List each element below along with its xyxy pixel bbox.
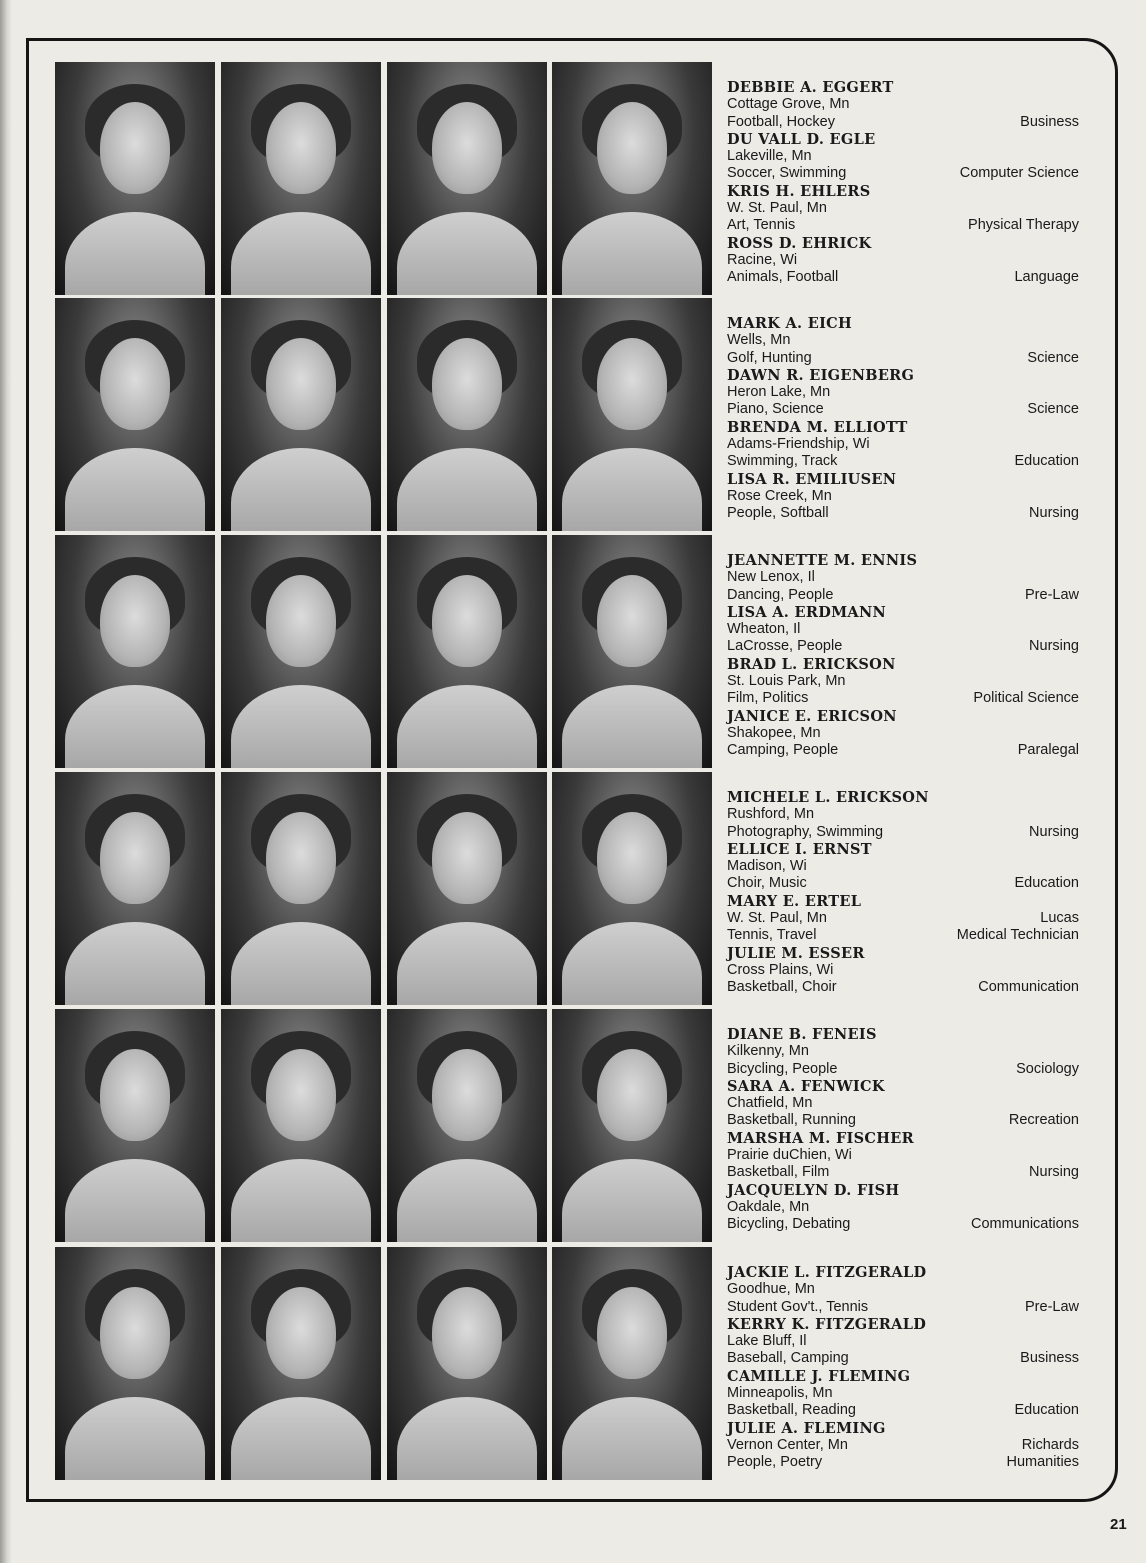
student-hometown: Racine, Wi (727, 251, 798, 268)
student-hometown: Madison, Wi (727, 858, 807, 875)
page-binding-edge (0, 0, 12, 1563)
student-interests: Choir, Music (727, 875, 807, 892)
student-portrait-photo (552, 535, 712, 768)
student-major (1006, 1437, 1079, 1472)
student-major: Nursing (1029, 1164, 1079, 1181)
student-hometown: Wells, Mn (727, 332, 791, 349)
student-hometown: W. St. Paul, Mn (727, 200, 827, 217)
student-portrait-photo (221, 535, 381, 768)
student-interests: Art, Tennis (727, 217, 796, 234)
portrait-shoulders-shape (562, 1159, 702, 1242)
student-name: MICHELE L. ERICKSON (727, 789, 929, 806)
student-entry (727, 708, 1079, 760)
student-major: Education (1014, 453, 1079, 470)
student-interests: Student Gov't., Tennis (727, 1298, 869, 1315)
student-name: JACKIE L. FITZGERALD (727, 1264, 927, 1281)
student-hometown: Lakeville, Mn (727, 148, 812, 165)
student-row (55, 1009, 1095, 1242)
student-hometown: Vernon Center, Mn (727, 1436, 848, 1453)
portrait-face-shape (100, 338, 170, 430)
portrait-face-shape (597, 1049, 667, 1141)
student-entry (727, 893, 1079, 945)
student-name: DIANE B. FENEIS (727, 1026, 877, 1043)
portrait-face-shape (597, 338, 667, 430)
student-name: ROSS D. EHRICK (727, 234, 872, 252)
portrait-face-shape (432, 1049, 502, 1141)
student-major: Political Science (973, 690, 1079, 707)
student-entry (727, 235, 1079, 287)
student-hometown: Wheaton, Il (727, 621, 801, 638)
student-interests: Golf, Hunting (727, 349, 812, 366)
student-name: MARSHA M. FISCHER (727, 1129, 914, 1147)
portrait-face-shape (100, 1287, 170, 1379)
portrait-face-shape (100, 1049, 170, 1141)
student-portrait-photo (552, 298, 712, 531)
portrait-face-shape (432, 102, 502, 194)
portrait-shoulders-shape (65, 1397, 205, 1480)
portrait-face-shape (266, 338, 336, 430)
student-portrait-photo (387, 62, 547, 295)
student-portrait-photo (387, 298, 547, 531)
portrait-shoulders-shape (397, 1159, 537, 1242)
student-portrait-photo (552, 772, 712, 1005)
student-name: JEANNETTE M. ENNIS (727, 552, 918, 569)
portrait-shoulders-shape (397, 922, 537, 1005)
student-name: BRAD L. ERICKSON (727, 655, 896, 673)
student-name: JULIE A. FLEMING (727, 1419, 886, 1437)
student-hometown: Shakopee, Mn (727, 724, 821, 741)
portrait-shoulders-shape (65, 685, 205, 768)
student-portrait-photo (55, 772, 215, 1005)
student-name: LISA A. ERDMANN (727, 603, 887, 621)
student-hometown: Minneapolis, Mn (727, 1385, 833, 1402)
portrait-shoulders-shape (562, 922, 702, 1005)
student-entry (727, 1420, 1079, 1472)
student-hometown: Oakdale, Mn (727, 1198, 810, 1215)
student-portrait-photo (387, 1247, 547, 1480)
student-hometown: Cottage Grove, Mn (727, 96, 850, 113)
student-major: Pre-Law (1025, 586, 1079, 603)
student-portrait-photo (221, 772, 381, 1005)
student-entry (727, 1026, 1079, 1078)
student-interests: Photography, Swimming (727, 823, 884, 840)
portrait-face-shape (432, 338, 502, 430)
student-interests: Swimming, Track (727, 453, 838, 470)
student-name: DEBBIE A. EGGERT (727, 79, 894, 96)
student-name: LISA R. EMILIUSEN (727, 470, 897, 488)
student-info-column (727, 552, 1079, 760)
portrait-face-shape (100, 812, 170, 904)
student-major: Education (1014, 875, 1079, 892)
student-row (55, 772, 1095, 1005)
student-row (55, 62, 1095, 295)
student-portrait-photo (55, 298, 215, 531)
student-entry (727, 841, 1079, 893)
portrait-shoulders-shape (231, 212, 371, 295)
portrait-face-shape (597, 812, 667, 904)
student-entry (727, 604, 1079, 656)
student-hometown: Goodhue, Mn (727, 1281, 815, 1298)
student-name: JACQUELYN D. FISH (727, 1181, 900, 1199)
student-hometown: Rushford, Mn (727, 806, 815, 823)
student-interests: Camping, People (727, 742, 839, 759)
student-major: Communications (971, 1216, 1079, 1233)
student-portrait-photo (387, 772, 547, 1005)
student-major: Language (1014, 269, 1079, 286)
student-interests: Basketball, Running (727, 1112, 856, 1129)
student-hometown: Cross Plains, Wi (727, 961, 834, 978)
student-entry (727, 945, 1079, 997)
student-hometown: St. Louis Park, Mn (727, 673, 846, 690)
portrait-face-shape (100, 102, 170, 194)
portrait-shoulders-shape (397, 212, 537, 295)
student-major: Nursing (1029, 505, 1079, 522)
student-interests: Basketball, Film (727, 1164, 830, 1181)
student-major: Recreation (1008, 1112, 1079, 1129)
portrait-shoulders-shape (65, 448, 205, 531)
student-interests: People, Softball (727, 505, 829, 522)
portrait-shoulders-shape (397, 1397, 537, 1480)
student-portrait-photo (552, 62, 712, 295)
portrait-shoulders-shape (231, 1397, 371, 1480)
student-interests: Soccer, Swimming (727, 165, 847, 182)
student-portrait-photo (552, 1247, 712, 1480)
student-info-column (727, 789, 1079, 997)
portrait-shoulders-shape (65, 922, 205, 1005)
student-interests: Bicycling, People (727, 1060, 838, 1077)
student-entry (727, 1078, 1079, 1130)
student-row (55, 535, 1095, 768)
student-interests: Bicycling, Debating (727, 1216, 851, 1233)
student-major: Physical Therapy (968, 217, 1079, 234)
student-major: Computer Science (959, 165, 1079, 182)
student-hometown: New Lenox, Il (727, 569, 815, 586)
student-interests: Basketball, Reading (727, 1402, 856, 1419)
student-entry (727, 183, 1079, 235)
student-name: DAWN R. EIGENBERG (727, 366, 915, 384)
student-interests: LaCrosse, People (727, 638, 843, 655)
student-major: Business (1020, 113, 1079, 130)
student-major: Science (1027, 401, 1079, 418)
student-entry (727, 367, 1079, 419)
page-number: 21 (1110, 1516, 1127, 1533)
student-major: Science (1027, 349, 1079, 366)
portrait-shoulders-shape (231, 1159, 371, 1242)
student-name: CAMILLE J. FLEMING (727, 1367, 911, 1385)
student-entry (727, 656, 1079, 708)
student-name: JULIE M. ESSER (727, 944, 865, 962)
student-info-column (727, 79, 1079, 287)
portrait-shoulders-shape (231, 448, 371, 531)
student-interests: Baseball, Camping (727, 1350, 849, 1367)
student-name: ELLICE I. ERNST (727, 840, 872, 858)
portrait-face-shape (432, 812, 502, 904)
student-hometown: Rose Creek, Mn (727, 487, 832, 504)
portrait-shoulders-shape (231, 685, 371, 768)
student-major-line: Lucas (1040, 910, 1079, 927)
student-interests: Dancing, People (727, 586, 834, 603)
student-info-column (727, 1264, 1079, 1472)
student-major-line: Richards (1021, 1436, 1079, 1453)
student-major: Pre-Law (1025, 1298, 1079, 1315)
student-interests: Film, Politics (727, 690, 809, 707)
student-major: Paralegal (1017, 742, 1079, 759)
student-interests: People, Poetry (727, 1454, 823, 1471)
student-portrait-photo (221, 62, 381, 295)
student-major: Communication (978, 979, 1079, 996)
portrait-face-shape (266, 812, 336, 904)
student-entry (727, 1264, 1079, 1316)
student-name: KRIS H. EHLERS (727, 182, 871, 200)
student-portrait-photo (221, 298, 381, 531)
student-entry (727, 1130, 1079, 1182)
portrait-shoulders-shape (397, 448, 537, 531)
student-entry (727, 1182, 1079, 1234)
student-major: Sociology (1016, 1060, 1079, 1077)
student-name: KERRY K. FITZGERALD (727, 1315, 927, 1333)
student-hometown: Kilkenny, Mn (727, 1043, 809, 1060)
student-entry (727, 131, 1079, 183)
portrait-shoulders-shape (231, 922, 371, 1005)
student-entry (727, 471, 1079, 523)
student-entry (727, 1316, 1079, 1368)
student-portrait-photo (387, 535, 547, 768)
portrait-shoulders-shape (562, 685, 702, 768)
portrait-face-shape (597, 575, 667, 667)
student-name: SARA A. FENWICK (727, 1077, 885, 1095)
portrait-shoulders-shape (562, 1397, 702, 1480)
portrait-face-shape (100, 575, 170, 667)
student-hometown: Heron Lake, Mn (727, 384, 831, 401)
student-portrait-photo (221, 1009, 381, 1242)
student-major: Nursing (1029, 823, 1079, 840)
student-entry (727, 552, 1079, 604)
student-major (957, 910, 1079, 945)
student-major-line: Humanities (1006, 1454, 1079, 1471)
student-info-column (727, 315, 1079, 523)
portrait-shoulders-shape (562, 212, 702, 295)
student-interests: Animals, Football (727, 269, 839, 286)
student-hometown: Lake Bluff, Il (727, 1333, 807, 1350)
portrait-face-shape (266, 1287, 336, 1379)
student-portrait-photo (552, 1009, 712, 1242)
student-major: Education (1014, 1402, 1079, 1419)
student-name: MARY E. ERTEL (727, 892, 862, 910)
student-interests: Piano, Science (727, 401, 824, 418)
student-row (55, 1247, 1095, 1480)
student-entry (727, 419, 1079, 471)
portrait-face-shape (597, 1287, 667, 1379)
student-hometown: Prairie duChien, Wi (727, 1147, 852, 1164)
student-portrait-photo (55, 1247, 215, 1480)
student-interests: Basketball, Choir (727, 979, 837, 996)
student-hometown: Chatfield, Mn (727, 1095, 813, 1112)
student-major: Business (1020, 1350, 1079, 1367)
student-entry (727, 789, 1079, 841)
student-name: JANICE E. ERICSON (727, 707, 897, 725)
student-portrait-photo (55, 1009, 215, 1242)
portrait-shoulders-shape (65, 1159, 205, 1242)
portrait-shoulders-shape (65, 212, 205, 295)
student-hometown: Adams-Friendship, Wi (727, 436, 870, 453)
portrait-shoulders-shape (397, 685, 537, 768)
student-entry (727, 315, 1079, 367)
portrait-face-shape (266, 575, 336, 667)
student-interests: Football, Hockey (727, 113, 835, 130)
student-hometown: W. St. Paul, Mn (727, 910, 827, 927)
student-row (55, 298, 1095, 531)
student-entry (727, 79, 1079, 131)
student-entry (727, 1368, 1079, 1420)
portrait-face-shape (597, 102, 667, 194)
student-major-line: Medical Technician (956, 927, 1079, 944)
student-info-column (727, 1026, 1079, 1234)
student-name: MARK A. EICH (727, 315, 853, 332)
student-name: DU VALL D. EGLE (727, 130, 876, 148)
student-portrait-photo (55, 62, 215, 295)
student-major: Nursing (1029, 638, 1079, 655)
portrait-face-shape (432, 575, 502, 667)
portrait-shoulders-shape (562, 448, 702, 531)
student-portrait-photo (55, 535, 215, 768)
portrait-face-shape (266, 102, 336, 194)
student-name: BRENDA M. ELLIOTT (727, 418, 908, 436)
portrait-face-shape (266, 1049, 336, 1141)
student-portrait-photo (221, 1247, 381, 1480)
student-interests: Tennis, Travel (727, 927, 817, 944)
student-portrait-photo (387, 1009, 547, 1242)
portrait-face-shape (432, 1287, 502, 1379)
